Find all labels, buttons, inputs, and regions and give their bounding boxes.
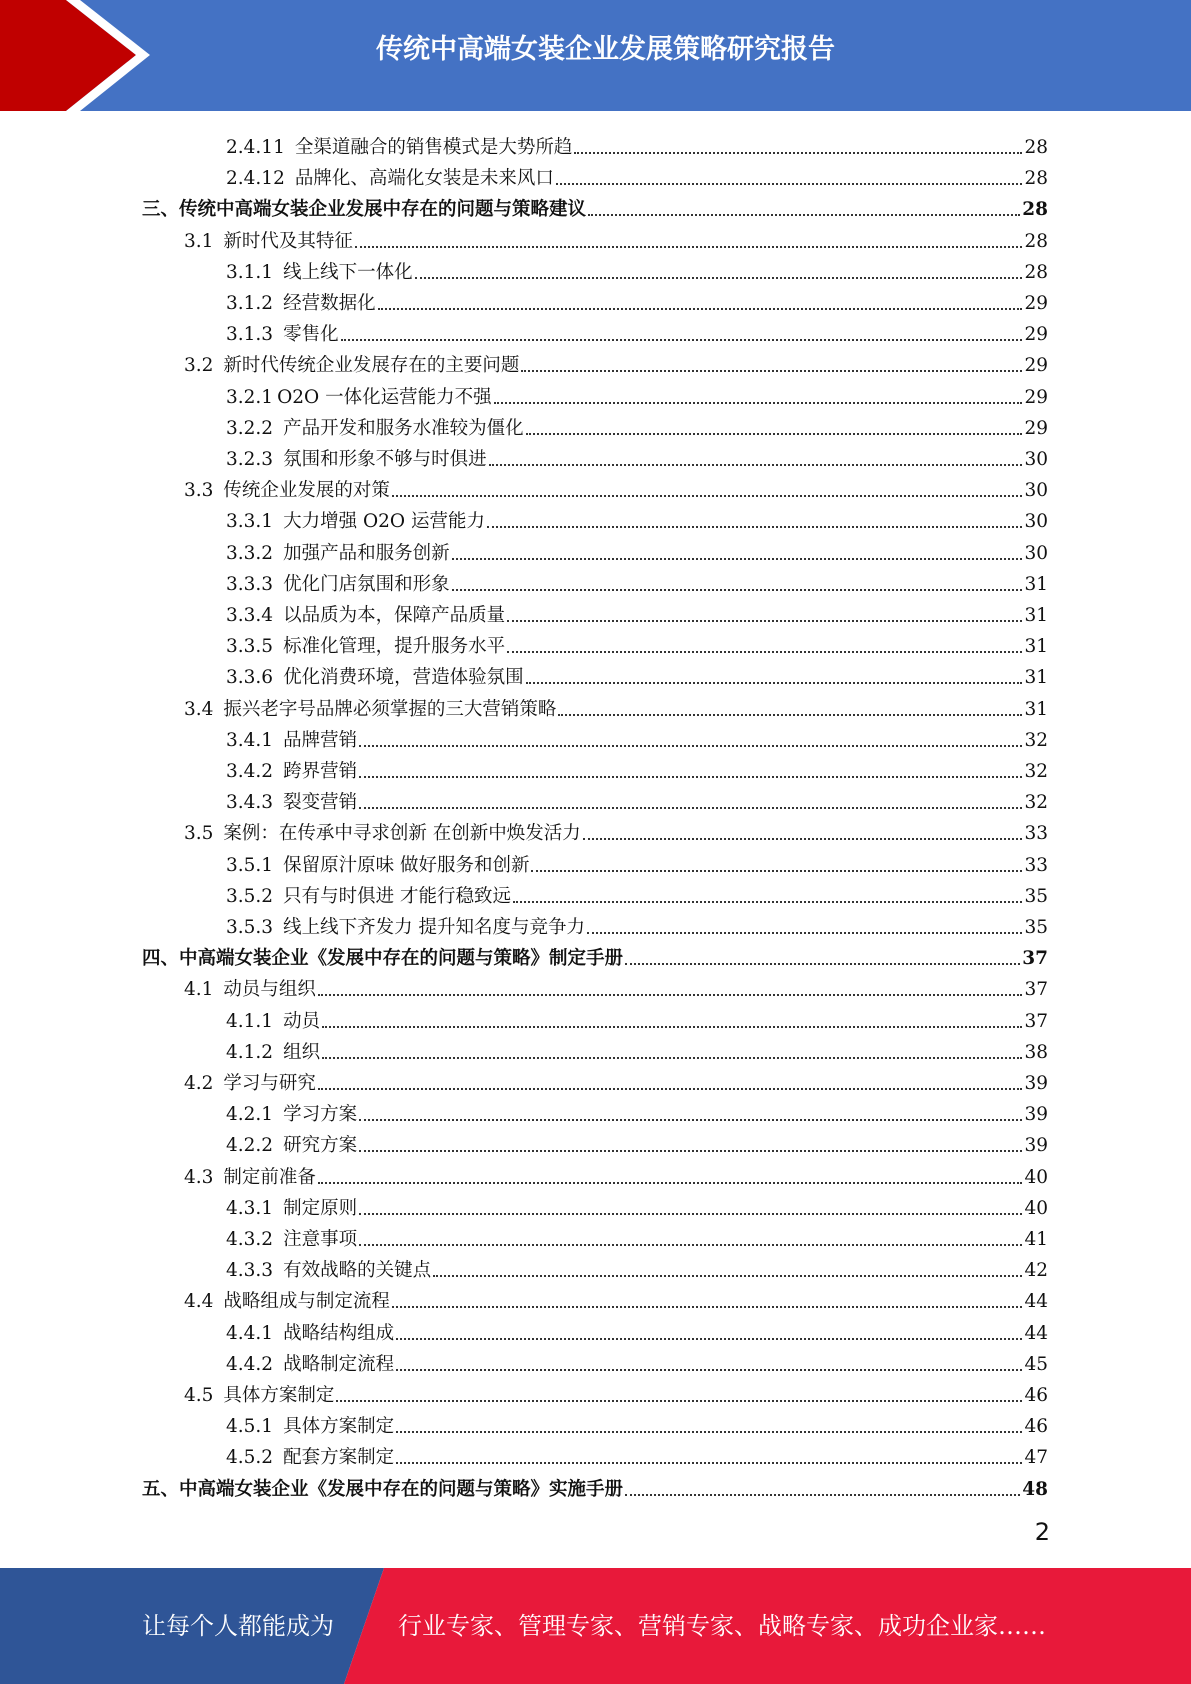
toc-entry[interactable] <box>226 378 1048 409</box>
toc-entry-title: 动员与组织 <box>223 979 316 1001</box>
toc-dot-leader <box>521 369 1022 372</box>
toc-entry-title: 线上线下一体化 <box>283 261 413 283</box>
toc-dot-leader <box>507 650 1022 653</box>
toc-entry-page: 29 <box>1024 355 1048 377</box>
toc-entry-number: 3.2.2 <box>226 417 274 439</box>
toc-dot-leader <box>359 1149 1022 1152</box>
toc-entry-page: 46 <box>1024 1416 1048 1438</box>
toc-dot-leader <box>318 1087 1023 1090</box>
toc-entry-title: 战略制定流程 <box>283 1353 395 1375</box>
toc-entry[interactable] <box>226 1345 1048 1376</box>
toc-entry-number: 3.3.6 <box>226 667 274 689</box>
toc-entry-title: 配套方案制定 <box>283 1447 395 1469</box>
toc-dot-leader <box>494 401 1023 404</box>
toc-entry-number: 4.4 <box>184 1291 214 1313</box>
toc-entry-number: 3.3.5 <box>226 636 274 658</box>
toc-entry-title: 具体方案制定 <box>283 1416 395 1438</box>
toc-entry-title: 裂变营销 <box>283 792 358 814</box>
toc-entry[interactable] <box>184 690 1048 721</box>
toc-entry-page: 33 <box>1024 854 1048 876</box>
toc-entry-number: 4.3.2 <box>226 1229 274 1250</box>
toc-entry-number: 3.4.2 <box>226 761 274 782</box>
toc-dot-leader <box>359 806 1022 809</box>
toc-entry-title: 振兴老字号品牌必须掌握的三大营销策略 <box>223 698 557 720</box>
toc-entry[interactable] <box>226 752 1048 783</box>
toc-entry[interactable] <box>226 128 1048 159</box>
toc-dot-leader <box>392 1305 1023 1308</box>
toc-entry-number: 3.3.2 <box>226 542 274 564</box>
toc-dot-leader <box>625 1493 1020 1496</box>
toc-entry[interactable] <box>226 1314 1048 1345</box>
toc-entry-title: O2O 一体化运营能力不强 <box>277 386 492 408</box>
toc-entry-page: 28 <box>1024 230 1048 252</box>
toc-dot-leader <box>583 837 1023 840</box>
toc-dot-leader <box>452 588 1023 591</box>
toc-entry-title: 学习与研究 <box>223 1073 316 1094</box>
toc-dot-leader <box>396 1461 1022 1464</box>
toc-dot-leader <box>487 525 1023 528</box>
toc-entry-page: 28 <box>1024 168 1048 190</box>
toc-entry-page: 41 <box>1024 1229 1048 1250</box>
toc-entry[interactable] <box>184 346 1048 377</box>
toc-entry-number: 3.4 <box>184 698 214 720</box>
toc-entry[interactable] <box>226 1126 1048 1157</box>
toc-dot-leader <box>396 1337 1022 1340</box>
toc-entry-number: 3.5.2 <box>226 885 274 907</box>
toc-entry-number: 三、 <box>142 199 180 221</box>
toc-dot-leader <box>336 1399 1022 1402</box>
toc-entry[interactable] <box>226 1095 1048 1126</box>
toc-entry-title: 以品质为本，保障产品质量 <box>283 605 506 626</box>
toc-entry-title: 有效战略的关键点 <box>283 1260 432 1282</box>
toc-entry-number: 4.2.2 <box>226 1135 274 1157</box>
toc-entry[interactable] <box>226 565 1048 596</box>
toc-entry-number: 3.4.1 <box>226 729 274 751</box>
toc-entry[interactable] <box>226 253 1048 284</box>
toc-entry[interactable] <box>184 1376 1048 1407</box>
toc-entry[interactable] <box>226 1407 1048 1438</box>
toc-entry[interactable] <box>226 627 1048 658</box>
toc-entry-page: 29 <box>1024 386 1048 408</box>
toc-dot-leader <box>526 681 1023 684</box>
toc-dot-leader <box>489 463 1023 466</box>
toc-entry-number: 3.3.3 <box>226 573 274 595</box>
toc-entry-title: 氛围和形象不够与时俱进 <box>283 449 487 470</box>
toc-entry-page: 28 <box>1024 261 1048 283</box>
toc-entry[interactable] <box>184 814 1048 845</box>
toc-entry[interactable] <box>184 222 1048 253</box>
toc-entry-number: 4.4.2 <box>226 1353 274 1375</box>
toc-entry-page: 46 <box>1024 1385 1048 1406</box>
toc-entry-number: 四、 <box>142 948 180 970</box>
toc-entry-page: 48 <box>1022 1478 1048 1500</box>
toc-entry-title: 品牌化、高端化女装是未来风口 <box>294 168 554 190</box>
toc-entry-page: 35 <box>1024 917 1048 938</box>
toc-dot-leader <box>588 213 1020 216</box>
toc-entry-page: 30 <box>1024 511 1048 533</box>
toc-entry-number: 2.4.12 <box>226 168 285 190</box>
toc-entry[interactable] <box>142 939 1048 970</box>
toc-dot-leader <box>452 557 1023 560</box>
toc-entry-number: 3.2.3 <box>226 449 274 470</box>
toc-entry-number: 3.1.1 <box>226 261 274 283</box>
toc-entry-number: 4.5.1 <box>226 1416 274 1438</box>
toc-entry[interactable] <box>226 721 1048 752</box>
page-footer <box>0 1568 1191 1684</box>
toc-entry-number: 3.5 <box>184 823 214 845</box>
toc-entry-title: 中高端女装企业《发展中存在的问题与策略》制定手册 <box>179 948 624 970</box>
toc-entry-page: 37 <box>1024 1010 1048 1032</box>
toc-entry-number: 3.5.1 <box>226 854 274 876</box>
toc-dot-leader <box>433 1274 1022 1277</box>
toc-entry-title: 保留原汁原味 做好服务和创新 <box>283 854 530 876</box>
toc-entry-number: 3.1 <box>184 230 214 252</box>
toc-entry-page: 32 <box>1024 761 1048 782</box>
toc-entry-title: 组织 <box>283 1041 321 1063</box>
toc-entry-page: 47 <box>1024 1447 1048 1469</box>
toc-entry-page: 31 <box>1024 698 1048 720</box>
toc-entry[interactable] <box>184 471 1048 502</box>
toc-entry-title: 中高端女装企业《发展中存在的问题与策略》实施手册 <box>179 1478 624 1500</box>
footer-slogan-right: 行业专家、管理专家、营销专家、战略专家、成功企业家…… <box>398 1612 1046 1640</box>
toc-entry-title: 优化消费环境，营造体验氛围 <box>283 667 524 689</box>
toc-entry-number: 3.2 <box>184 355 214 377</box>
toc-entry-title: 制定前准备 <box>223 1166 316 1188</box>
toc-entry[interactable] <box>226 534 1048 565</box>
toc-entry-number: 3.2.1 <box>226 386 274 408</box>
toc-dot-leader <box>355 245 1023 248</box>
toc-entry-title: 传统中高端女装企业发展中存在的问题与策略建议 <box>179 199 587 221</box>
toc-dot-leader <box>625 962 1020 965</box>
toc-entry-page: 31 <box>1024 636 1048 658</box>
toc-entry-title: 线上线下齐发力 提升知名度与竞争力 <box>283 917 585 938</box>
toc-entry-number: 4.3.1 <box>226 1197 274 1219</box>
toc-entry[interactable] <box>226 908 1048 939</box>
toc-entry-title: 战略组成与制定流程 <box>223 1291 390 1313</box>
toc-entry-title: 制定原则 <box>283 1197 358 1219</box>
toc-dot-leader <box>392 494 1023 497</box>
toc-entry-title: 具体方案制定 <box>223 1385 335 1406</box>
toc-entry[interactable] <box>226 846 1048 877</box>
toc-entry[interactable] <box>142 190 1048 221</box>
toc-dot-leader <box>526 432 1023 435</box>
toc-entry-number: 4.3.3 <box>226 1260 274 1282</box>
toc-entry[interactable] <box>226 1220 1048 1251</box>
toc-dot-leader <box>322 1056 1022 1059</box>
toc-entry[interactable] <box>226 284 1048 315</box>
toc-entry-number: 3.3 <box>184 480 214 502</box>
toc-entry-title: 传统企业发展的对策 <box>223 480 390 502</box>
toc-entry-title: 案例：在传承中寻求创新 在创新中焕发活力 <box>223 823 581 845</box>
toc-dot-leader <box>359 1243 1022 1246</box>
toc-dot-leader <box>359 1118 1022 1121</box>
toc-entry-page: 30 <box>1024 449 1048 470</box>
toc-dot-leader <box>415 276 1023 279</box>
toc-entry-title: 标准化管理，提升服务水平 <box>283 636 506 658</box>
toc-entry-page: 29 <box>1024 293 1048 314</box>
toc-entry-number: 五、 <box>142 1478 180 1500</box>
toc-entry-page: 37 <box>1024 979 1048 1001</box>
toc-dot-leader <box>507 619 1022 622</box>
toc-entry[interactable] <box>226 783 1048 814</box>
toc-dot-leader <box>318 993 1023 996</box>
toc-entry-page: 31 <box>1024 573 1048 595</box>
toc-dot-leader <box>396 1368 1022 1371</box>
toc-entry-page: 42 <box>1024 1260 1048 1282</box>
page-header <box>0 0 1191 111</box>
toc-entry-title: 大力增强 O2O 运营能力 <box>283 511 485 533</box>
toc-entry-title: 经营数据化 <box>283 293 376 314</box>
toc-entry[interactable] <box>226 877 1048 908</box>
toc-entry-page: 32 <box>1024 792 1048 814</box>
toc-entry-page: 40 <box>1024 1166 1048 1188</box>
toc-entry-page: 32 <box>1024 729 1048 751</box>
toc-entry-title: 新时代传统企业发展存在的主要问题 <box>223 355 520 377</box>
toc-entry-page: 30 <box>1024 480 1048 502</box>
toc-entry[interactable] <box>226 159 1048 190</box>
page-number: 2 <box>1034 1518 1050 1546</box>
toc-entry[interactable] <box>184 970 1048 1001</box>
toc-entry-title: 全渠道融合的销售模式是大势所趋 <box>294 137 573 158</box>
toc-entry-page: 35 <box>1024 885 1048 907</box>
toc-entry-page: 39 <box>1024 1104 1048 1126</box>
toc-entry-page: 40 <box>1024 1197 1048 1219</box>
toc-dot-leader <box>513 900 1022 903</box>
toc-entry-title: 注意事项 <box>283 1229 358 1250</box>
toc-entry-number: 3.1.2 <box>226 293 274 314</box>
toc-entry[interactable] <box>226 440 1048 471</box>
toc-entry-page: 44 <box>1024 1291 1048 1313</box>
toc-entry-number: 3.1.3 <box>226 324 274 346</box>
toc-dot-leader <box>318 1181 1023 1184</box>
toc-entry-page: 29 <box>1024 324 1048 346</box>
toc-entry-page: 31 <box>1024 605 1048 626</box>
toc-entry-number: 4.2 <box>184 1073 214 1094</box>
toc-entry[interactable] <box>142 1470 1048 1501</box>
toc-entry[interactable] <box>184 1064 1048 1095</box>
toc-entry[interactable] <box>226 1033 1048 1064</box>
toc-entry-page: 31 <box>1024 667 1048 689</box>
toc-entry-number: 4.1 <box>184 979 214 1001</box>
toc-entry-title: 零售化 <box>283 324 339 346</box>
toc-entry[interactable] <box>226 315 1048 346</box>
toc-entry[interactable] <box>226 1251 1048 1282</box>
toc-entry-number: 4.3 <box>184 1166 214 1188</box>
toc-entry-number: 4.2.1 <box>226 1104 274 1126</box>
toc-entry-page: 39 <box>1024 1135 1048 1157</box>
footer-slogan-left: 让每个人都能成为 <box>142 1612 334 1640</box>
toc-entry-title: 品牌营销 <box>283 729 358 751</box>
toc-entry-page: 28 <box>1024 137 1048 158</box>
toc-entry-title: 只有与时俱进 才能行稳致远 <box>283 885 511 907</box>
toc-dot-leader <box>359 744 1022 747</box>
toc-dot-leader <box>531 869 1022 872</box>
toc-entry-page: 45 <box>1024 1353 1048 1375</box>
toc-entry-title: 加强产品和服务创新 <box>283 542 450 564</box>
toc-entry-page: 33 <box>1024 823 1048 845</box>
toc-entry[interactable] <box>184 1158 1048 1189</box>
toc-entry-number: 4.5 <box>184 1385 214 1406</box>
toc-dot-leader <box>359 775 1022 778</box>
toc-entry-page: 39 <box>1024 1073 1048 1094</box>
toc-entry-number: 3.5.3 <box>226 917 274 938</box>
toc-entry-page: 38 <box>1024 1041 1048 1063</box>
document-title: 传统中高端女装企业发展策略研究报告 <box>376 34 835 65</box>
toc-entry-number: 3.3.1 <box>226 511 274 533</box>
toc-entry-number: 2.4.11 <box>226 137 285 158</box>
toc-entry-title: 动员 <box>283 1010 321 1032</box>
toc-entry-title: 产品开发和服务水准较为僵化 <box>283 417 524 439</box>
toc-dot-leader <box>322 1025 1022 1028</box>
toc-entry-page: 37 <box>1022 948 1048 970</box>
toc-entry-title: 新时代及其特征 <box>223 230 353 252</box>
toc-entry[interactable] <box>226 409 1048 440</box>
toc-entry-page: 28 <box>1022 199 1048 221</box>
toc-dot-leader <box>359 1212 1022 1215</box>
toc-dot-leader <box>587 931 1022 934</box>
toc-entry-title: 学习方案 <box>283 1104 358 1126</box>
toc-entry-number: 4.5.2 <box>226 1447 274 1469</box>
toc-entry-page: 29 <box>1024 417 1048 439</box>
toc-entry[interactable] <box>226 502 1048 533</box>
toc-entry-number: 4.1.2 <box>226 1041 274 1063</box>
toc-entry-page: 30 <box>1024 542 1048 564</box>
toc-entry[interactable] <box>226 1002 1048 1033</box>
toc-entry[interactable] <box>226 658 1048 689</box>
toc-dot-leader <box>341 338 1023 341</box>
toc-entry[interactable] <box>226 1438 1048 1469</box>
toc-dot-leader <box>396 1430 1022 1433</box>
toc-entry-title: 研究方案 <box>283 1135 358 1157</box>
toc-dot-leader <box>378 307 1023 310</box>
toc-entry-title: 战略结构组成 <box>283 1322 395 1344</box>
toc-dot-leader <box>556 182 1023 185</box>
toc-dot-leader <box>558 713 1022 716</box>
toc-entry-number: 4.1.1 <box>226 1010 274 1032</box>
toc-entry[interactable] <box>226 596 1048 627</box>
toc-entry-title: 跨界营销 <box>283 761 358 782</box>
toc-entry-number: 3.3.4 <box>226 605 274 626</box>
toc-entry[interactable] <box>184 1282 1048 1313</box>
toc-entry-number: 3.4.3 <box>226 792 274 814</box>
toc-entry-title: 优化门店氛围和形象 <box>283 573 450 595</box>
toc-entry[interactable] <box>226 1189 1048 1220</box>
toc-entry-number: 4.4.1 <box>226 1322 274 1344</box>
toc-dot-leader <box>574 151 1022 154</box>
toc-entry-page: 44 <box>1024 1322 1048 1344</box>
